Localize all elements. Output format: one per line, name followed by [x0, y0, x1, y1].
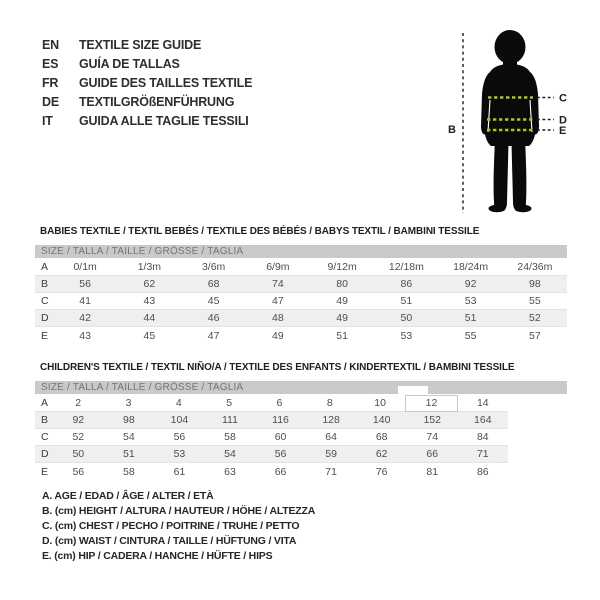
babies-cell: 3/6m	[201, 261, 226, 273]
legend-line: B. (cm) HEIGHT / ALTURA / HAUTEUR / HÖHE / ALTEZZA	[42, 505, 316, 517]
babies-cell: 47	[272, 295, 284, 307]
children-size-header: SIZE / TALLA / TAILLE / GRÖSSE / TAGLIA	[35, 381, 567, 394]
height-label: B	[448, 124, 456, 136]
children-cell: 66	[274, 465, 287, 478]
children-cell: 5	[226, 397, 233, 409]
children-cell: 63	[224, 465, 236, 478]
children-cell: 3	[125, 397, 132, 409]
children-cell: 51	[123, 448, 135, 460]
children-cell: 54	[224, 448, 236, 460]
children-cell: 61	[173, 465, 186, 478]
children-cell: 52	[72, 431, 85, 443]
babies-cell: 49	[272, 329, 284, 342]
legend-list	[42, 489, 315, 564]
children-cell: 116	[272, 414, 289, 426]
babies-cell: 68	[207, 278, 220, 290]
children-cell: 98	[123, 414, 135, 426]
children-cell: 64	[325, 431, 337, 443]
children-cell: 54	[123, 431, 135, 443]
children-section	[35, 362, 567, 480]
babies-table-row	[35, 259, 567, 276]
row-letter: D	[41, 312, 49, 324]
children-cell: 6	[276, 397, 283, 409]
babies-cell: 98	[529, 278, 541, 290]
language-row	[42, 93, 252, 112]
babies-cell: 12/18m	[388, 261, 424, 273]
babies-title: BABIES TEXTILE / TEXTIL BEBÉS / TEXTILE DES BÉBÉS / BABYS TEXTIL / BAMBINI TESSILE	[40, 226, 480, 237]
language-row	[42, 55, 252, 74]
children-cell: 56	[173, 431, 186, 443]
row-letter: A	[41, 397, 49, 409]
babies-cell: 51	[464, 312, 477, 324]
babies-cell: 9/12m	[327, 261, 357, 273]
babies-cell: 42	[79, 312, 91, 324]
chest-label: C	[559, 92, 567, 105]
babies-cell: 56	[79, 278, 91, 290]
children-cell: 8	[326, 397, 333, 409]
child-silhouette-figure	[437, 22, 587, 222]
legend-line: C. (cm) CHEST / PECHO / POITRINE / TRUHE / PETTO	[42, 520, 300, 532]
legend-line: D. (cm) WAIST / CINTURA / TAILLE / HÜFTUNG / VITA	[42, 535, 297, 547]
children-cell: 60	[274, 431, 287, 443]
babies-table-row	[35, 293, 567, 310]
language-row	[42, 74, 252, 93]
children-cell: 164	[474, 414, 492, 426]
babies-cell: 24/36m	[517, 261, 553, 273]
children-cell: 81	[426, 465, 439, 478]
language-row	[42, 36, 252, 55]
children-cell: 56	[72, 465, 85, 478]
children-cell: 140	[372, 414, 391, 426]
babies-table-row	[35, 276, 567, 293]
children-title: CHILDREN'S TEXTILE / TEXTIL NIÑO/A / TEXTILE DES ENFANTS / KINDERTEXTIL / BAMBINI TESSILE	[40, 362, 515, 373]
children-cell: 59	[325, 448, 337, 460]
children-cell: 58	[123, 465, 135, 478]
row-letter: E	[41, 329, 49, 342]
babies-cell: 18/24m	[453, 261, 489, 273]
children-table-row	[35, 395, 508, 412]
children-table-row	[35, 446, 508, 463]
babies-cell: 6/9m	[266, 261, 290, 273]
children-table-rows	[35, 395, 508, 480]
language-code: DE	[42, 95, 59, 109]
children-cell: 152	[423, 414, 441, 426]
child-silhouette	[481, 30, 539, 212]
children-cell: 68	[375, 431, 388, 443]
babies-cell: 55	[529, 295, 541, 307]
language-list	[42, 36, 252, 131]
language-title: GUIDE DES TAILLES TEXTILE	[79, 76, 253, 90]
babies-cell: 1/3m	[137, 261, 162, 273]
children-cell: 56	[274, 448, 287, 460]
children-table-row	[35, 429, 508, 446]
babies-cell: 55	[464, 329, 477, 342]
language-code: EN	[42, 38, 59, 52]
waist-label: D	[559, 114, 567, 127]
babies-size-header: SIZE / TALLA / TAILLE / GRÖSSE / TAGLIA	[35, 245, 567, 258]
babies-cell: 80	[336, 278, 348, 290]
children-cell: 71	[325, 465, 337, 478]
language-title: GUÍA DE TALLAS	[79, 57, 180, 71]
babies-cell: 74	[272, 278, 284, 290]
children-cell: 2	[75, 397, 82, 409]
language-code: ES	[42, 57, 59, 71]
row-letter: E	[41, 465, 49, 478]
children-table-row	[35, 412, 508, 429]
babies-table-rows	[35, 259, 567, 344]
babies-cell: 49	[336, 295, 348, 307]
babies-cell: 45	[143, 329, 156, 342]
babies-cell: 53	[400, 329, 413, 342]
babies-cell: 43	[79, 329, 91, 342]
children-cell: 92	[72, 414, 85, 426]
language-title: TEXTILGRÖßENFÜHRUNG	[79, 95, 235, 109]
measurement-figure	[437, 22, 587, 222]
children-cell: 74	[426, 431, 439, 443]
babies-cell: 43	[143, 295, 156, 307]
hip-label: E	[559, 125, 567, 137]
children-table-row	[35, 463, 508, 480]
children-cell: 84	[476, 431, 489, 443]
babies-section	[35, 226, 567, 344]
children-cell: 50	[72, 448, 85, 460]
children-cell: 71	[476, 448, 489, 460]
legend-line: A. AGE / EDAD / ÂGE / ALTER / ETÀ	[42, 490, 214, 502]
babies-cell: 47	[207, 329, 220, 342]
children-cell: 58	[224, 431, 236, 443]
babies-cell: 51	[336, 329, 348, 342]
babies-cell: 41	[79, 295, 91, 307]
babies-cell: 0/1m	[73, 261, 97, 273]
children-cell: 53	[173, 448, 186, 460]
language-code: FR	[42, 76, 59, 90]
babies-cell: 51	[400, 295, 413, 307]
babies-cell: 62	[143, 278, 156, 290]
children-cell: 104	[170, 414, 189, 426]
babies-cell: 52	[529, 312, 541, 324]
children-cell: 66	[426, 448, 439, 460]
babies-cell: 45	[207, 295, 220, 307]
babies-table-row	[35, 327, 567, 344]
babies-cell: 44	[143, 312, 156, 324]
babies-cell: 92	[464, 278, 477, 290]
children-cell: 62	[375, 448, 388, 460]
babies-cell: 46	[207, 312, 220, 324]
children-cell: 128	[322, 414, 340, 426]
legend-line: E. (cm) HIP / CADERA / HANCHE / HÜFTE / HIPS	[42, 550, 273, 562]
row-letter: A	[41, 261, 49, 273]
children-cell: 4	[175, 397, 182, 409]
babies-cell: 49	[336, 312, 348, 324]
babies-cell: 53	[464, 295, 477, 307]
babies-table-row	[35, 310, 567, 327]
language-row	[42, 112, 252, 131]
children-cell: 86	[476, 465, 489, 478]
row-letter: B	[41, 278, 49, 290]
children-cell-highlighted: 12	[405, 395, 457, 412]
language-code: IT	[42, 114, 53, 128]
babies-cell: 86	[400, 278, 413, 290]
babies-cell: 50	[400, 312, 413, 324]
language-title: TEXTILE SIZE GUIDE	[79, 38, 202, 52]
language-title: GUIDA ALLE TAGLIE TESSILI	[79, 114, 249, 128]
children-cell: 76	[375, 465, 388, 478]
children-cell: 111	[221, 414, 238, 426]
children-cell: 14	[476, 397, 489, 409]
children-cell: 10	[374, 397, 386, 409]
babies-cell: 48	[272, 312, 284, 324]
babies-cell: 57	[529, 329, 541, 342]
row-letter: D	[41, 448, 49, 460]
row-letter: C	[41, 431, 49, 443]
row-letter: B	[41, 414, 49, 426]
row-letter: C	[41, 295, 49, 307]
